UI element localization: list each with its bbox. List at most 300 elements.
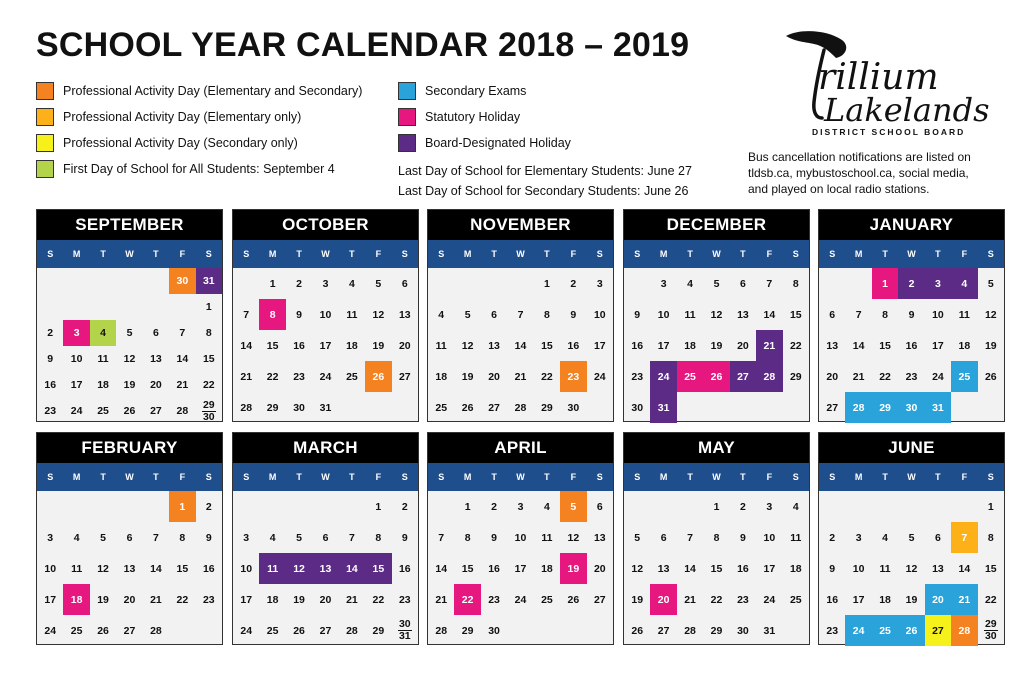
empty-day [898,491,924,522]
day-cell: 5 [634,531,641,544]
day-cell: 15 [789,308,802,321]
day-cell: 14 [176,353,189,365]
legend-right [398,78,571,156]
day-cell: 19 [984,339,997,352]
day-cell: 31 [319,401,332,414]
day-cell: 29 [461,624,474,637]
weekday-label: S [205,249,212,259]
month-name: OCTOBER [233,210,418,240]
empty-day [560,615,586,646]
weekday-label: T [349,249,355,259]
weekday-label: M [463,472,472,482]
weekday-header [37,463,222,491]
day-cell: 22 [372,593,385,606]
day-cell: 16 [202,562,215,575]
days-grid [819,268,1004,423]
empty-day [116,294,142,320]
weekday-label: T [687,249,693,259]
day-cell: 27 [657,624,670,637]
day-cell: 21 [951,584,977,615]
empty-day [63,491,89,522]
weekday-header [819,463,1004,491]
day-cell: 17 [657,339,670,352]
day-cell: 7 [153,531,159,544]
weekday-label: T [296,472,302,482]
empty-day [286,491,312,522]
day-cell: 13 [488,339,500,352]
day-cell: 13 [826,339,839,352]
day-number: 30 [398,618,411,630]
empty-day [37,294,63,320]
weekday-label: M [72,472,81,482]
day-cell: 28 [176,405,189,417]
day-cell: 7 [438,531,445,544]
day-cell: 12 [123,353,136,365]
day-cell: 29 [266,401,279,414]
day-cell: 27 [925,615,951,646]
day-cell: 31 [196,268,222,294]
empty-day [677,491,703,522]
day-cell: 2 [898,268,924,299]
day-cell: 18 [346,339,358,352]
day-cell: 5 [100,531,106,544]
empty-day [116,491,142,522]
day-cell: 1 [375,500,382,513]
weekday-label: W [712,472,721,482]
day-cell: 5 [987,277,994,290]
day-cell: 9 [908,308,915,321]
day-cell: 24 [514,593,527,606]
month-september [36,209,223,422]
empty-day [233,268,259,299]
day-cell: 29 [789,370,802,383]
weekday-label: S [243,472,250,482]
empty-day [481,268,507,299]
weekday-label: S [792,249,799,259]
day-cell: 14 [435,562,448,575]
day-cell: 1 [872,268,898,299]
day-cell: 16 [905,339,918,352]
weekday-label: S [634,249,641,259]
weekday-label: M [463,249,472,259]
weekday-label: S [987,472,994,482]
day-cell: 6 [126,531,133,544]
empty-day [730,392,756,423]
empty-day [819,268,845,299]
empty-day [650,491,676,522]
weekday-label: F [179,249,186,259]
day-cell: 1 [269,277,276,290]
empty-day [312,491,338,522]
day-cell: 13 [593,531,606,544]
day-cell: 29 [710,624,723,637]
day-number: 29 [984,618,997,630]
day-cell: 10 [852,562,865,575]
weekday-label: M [268,249,277,259]
day-cell: 29 [372,624,385,637]
day-cell: 25 [677,361,703,392]
day-cell: 2 [401,500,408,513]
day-cell [978,615,1004,646]
day-cell: 17 [932,339,944,352]
day-cell: 11 [684,308,696,321]
day-cell: 10 [44,562,57,575]
day-cell: 15 [710,562,723,575]
weekday-label: T [349,472,355,482]
month-november [427,209,614,422]
legend-label: Professional Activity Day (Elementary and Secondary) [63,84,363,98]
weekday-label: M [854,472,863,482]
day-cell: 3 [322,277,329,290]
day-cell: 17 [240,593,253,606]
day-cell: 6 [596,500,603,513]
day-cell: 23 [905,370,918,383]
weekday-label: T [740,472,746,482]
day-cell: 30 [567,401,580,414]
day-cell: 22 [879,370,891,383]
day-cell: 3 [925,268,951,299]
weekday-label: S [596,472,603,482]
day-cell: 9 [570,308,577,321]
day-cell: 16 [737,562,749,575]
day-cell: 15 [879,339,891,352]
day-cell: 23 [560,361,586,392]
day-cell: 8 [544,308,550,321]
day-cell: 6 [740,277,746,290]
day-cell: 5 [908,531,915,544]
day-cell: 10 [763,531,776,544]
weekday-label: T [153,249,159,259]
month-march [232,432,419,645]
day-cell: 8 [792,277,799,290]
day-cell: 21 [150,593,162,606]
day-cell: 18 [684,339,696,352]
day-cell: 4 [792,500,799,513]
empty-day [392,392,418,423]
month-name: NOVEMBER [428,210,613,240]
weekday-label: F [179,472,186,482]
weekday-label: F [961,472,968,482]
empty-day [63,268,89,294]
day-cell: 10 [70,353,83,365]
legend-label: Statutory Holiday [425,110,521,124]
day-cell: 2 [296,277,302,290]
weekday-header [428,463,613,491]
weekday-label: S [401,249,408,259]
day-cell: 17 [44,593,57,606]
day-cell: 8 [882,308,888,321]
day-cell: 15 [202,353,215,365]
day-cell: 28 [150,624,162,637]
empty-day [169,294,195,320]
day-cell: 8 [713,531,720,544]
empty-day [37,268,63,294]
weekday-label: S [792,472,799,482]
day-cell [196,398,222,424]
day-cell: 8 [259,299,285,330]
day-cell: 22 [789,339,802,352]
weekday-label: S [596,249,603,259]
day-cell: 20 [826,370,839,383]
legend-swatch [36,134,54,152]
day-cell: 17 [763,562,776,575]
day-cell: 29 [541,401,553,414]
day-cell: 26 [293,624,305,637]
day-cell: 20 [319,593,332,606]
days-grid [233,268,418,423]
day-cell: 26 [898,615,924,646]
weekday-label: T [296,249,302,259]
day-cell: 12 [97,562,109,575]
weekday-header [819,240,1004,268]
day-cell: 16 [44,379,57,391]
weekday-label: T [935,472,941,482]
day-cell: 9 [47,353,54,365]
month-may [623,432,810,645]
day-cell: 22 [541,370,553,383]
last-day-info [398,161,692,201]
weekday-label: M [854,249,863,259]
empty-day [259,491,285,522]
day-cell: 28 [845,392,871,423]
day-cell: 21 [756,330,782,361]
legend-swatch [36,82,54,100]
empty-day [783,392,809,423]
day-cell: 28 [346,624,358,637]
empty-day [90,491,116,522]
legend-item-exam [398,78,571,104]
day-cell: 26 [461,401,474,414]
day-cell: 23 [293,370,305,383]
legend-item-paE [36,104,362,130]
weekday-label: F [570,249,577,259]
day-cell: 7 [179,327,186,339]
day-cell: 5 [375,277,382,290]
empty-day [624,268,650,299]
empty-day [63,294,89,320]
day-cell: 8 [205,327,212,339]
weekday-header [624,240,809,268]
day-cell: 1 [169,491,195,522]
empty-day [978,392,1004,423]
day-cell: 18 [958,339,971,352]
empty-day [951,491,977,522]
weekday-label: W [125,472,134,482]
legend-swatch [36,108,54,126]
legend-left [36,78,362,182]
weekday-label: W [321,249,330,259]
day-cell: 23 [44,405,57,417]
weekday-label: M [72,249,81,259]
day-cell: 30 [169,268,195,294]
empty-day [951,392,977,423]
days-grid [428,491,613,646]
board-logo [780,26,995,138]
days-grid [428,268,613,423]
day-cell: 2 [570,277,577,290]
day-cell: 16 [826,593,839,606]
weekday-label: T [153,472,159,482]
day-cell: 18 [63,584,89,615]
day-cell: 4 [73,531,80,544]
day-cell: 7 [517,308,524,321]
weekday-label: S [438,472,445,482]
day-cell: 6 [322,531,329,544]
day-cell: 30 [631,401,644,414]
empty-day [872,491,898,522]
day-cell: 26 [984,370,997,383]
legend-item-paS [36,130,362,156]
day-cell: 19 [905,593,918,606]
legend-label: Professional Activity Day (Secondary only) [63,136,298,150]
day-cell: 11 [346,308,358,321]
weekday-label: W [125,249,134,259]
day-cell: 13 [123,562,136,575]
day-cell: 30 [488,624,500,637]
day-cell: 27 [593,593,606,606]
day-cell: 20 [123,593,136,606]
legend-item-stat [398,104,571,130]
month-june [818,432,1005,645]
day-cell: 4 [882,531,888,544]
weekday-label: T [935,249,941,259]
day-cell: 23 [398,593,411,606]
day-cell: 30 [737,624,749,637]
day-cell: 27 [319,624,332,637]
day-cell: 12 [905,562,918,575]
day-cell: 3 [596,277,603,290]
weekday-label: T [100,249,106,259]
day-cell: 25 [872,615,898,646]
empty-day [845,491,871,522]
day-cell: 19 [560,553,586,584]
day-cell: 18 [97,379,109,391]
day-cell: 23 [826,624,839,637]
day-cell: 7 [243,308,250,321]
weekday-label: F [766,249,773,259]
legend-swatch [398,82,416,100]
day-cell: 26 [567,593,580,606]
day-cell: 26 [97,624,109,637]
day-cell: 7 [349,531,355,544]
day-cell: 25 [541,593,553,606]
day-cell: 6 [829,308,836,321]
weekday-label: W [321,472,330,482]
day-cell: 1 [713,500,720,513]
day-cell: 27 [150,405,162,417]
weekday-label: T [740,249,746,259]
month-february [36,432,223,645]
day-cell: 28 [951,615,977,646]
day-cell: 21 [435,593,448,606]
day-cell: 10 [932,308,944,321]
day-cell: 16 [488,562,500,575]
month-december [623,209,810,422]
day-cell: 24 [845,615,871,646]
weekday-label: S [438,249,445,259]
day-cell: 11 [541,531,553,544]
weekday-label: T [100,472,106,482]
day-cell: 5 [560,491,586,522]
legend-item-pa [36,78,362,104]
weekday-label: W [516,472,525,482]
day-cell: 1 [544,277,550,290]
day-cell: 14 [684,562,696,575]
day-cell: 16 [631,339,644,352]
bus-note-line: tldsb.ca, mybustoschool.ca, social media, [748,166,969,180]
day-cell: 13 [398,308,411,321]
weekday-label: T [491,249,497,259]
bus-cancellation-note [748,149,971,197]
day-cell: 5 [464,308,471,321]
day-cell: 31 [763,624,776,637]
empty-day [428,268,454,299]
day-cell: 1 [987,500,994,513]
weekday-header [624,463,809,491]
day-cell: 9 [491,531,497,544]
empty-day [587,615,613,646]
empty-day [587,392,613,423]
month-name: JUNE [819,433,1004,463]
days-grid [233,491,418,646]
page-title: SCHOOL YEAR CALENDAR 2018 – 2019 [36,26,690,64]
empty-day [507,268,533,299]
day-cell: 7 [766,277,773,290]
day-cell: 5 [126,327,133,339]
legend-label: Secondary Exams [425,84,527,98]
day-cell: 4 [269,531,276,544]
day-cell: 25 [97,405,109,417]
day-cell: 11 [790,531,802,544]
day-cell: 22 [176,593,189,606]
empty-day [196,615,222,646]
day-cell: 24 [319,370,332,383]
empty-day [339,392,365,423]
day-cell: 25 [346,370,358,383]
day-cell: 5 [296,531,302,544]
weekday-label: F [961,249,968,259]
day-cell: 17 [593,339,606,352]
month-name: APRIL [428,433,613,463]
day-cell: 12 [567,531,580,544]
day-cell: 27 [826,401,839,414]
day-cell: 22 [202,379,215,391]
day-cell: 18 [789,562,802,575]
day-cell: 14 [339,553,365,584]
day-cell: 12 [984,308,997,321]
day-cell: 14 [514,339,527,352]
day-cell: 23 [737,593,749,606]
month-name: MARCH [233,433,418,463]
day-cell: 25 [70,624,83,637]
empty-day [143,491,169,522]
day-cell: 12 [372,308,385,321]
legend-label: Board-Designated Holiday [425,136,571,150]
day-cell: 16 [398,562,411,575]
day-cell: 9 [296,308,302,321]
day-cell: 9 [634,308,641,321]
day-cell: 20 [488,370,500,383]
day-cell: 28 [756,361,782,392]
day-cell: 30 [293,401,305,414]
day-cell: 21 [852,370,865,383]
day-cell: 27 [123,624,136,637]
days-grid [624,491,809,646]
legend-swatch [398,134,416,152]
day-cell: 7 [855,308,862,321]
day-cell: 21 [346,593,358,606]
day-cell: 6 [660,531,667,544]
